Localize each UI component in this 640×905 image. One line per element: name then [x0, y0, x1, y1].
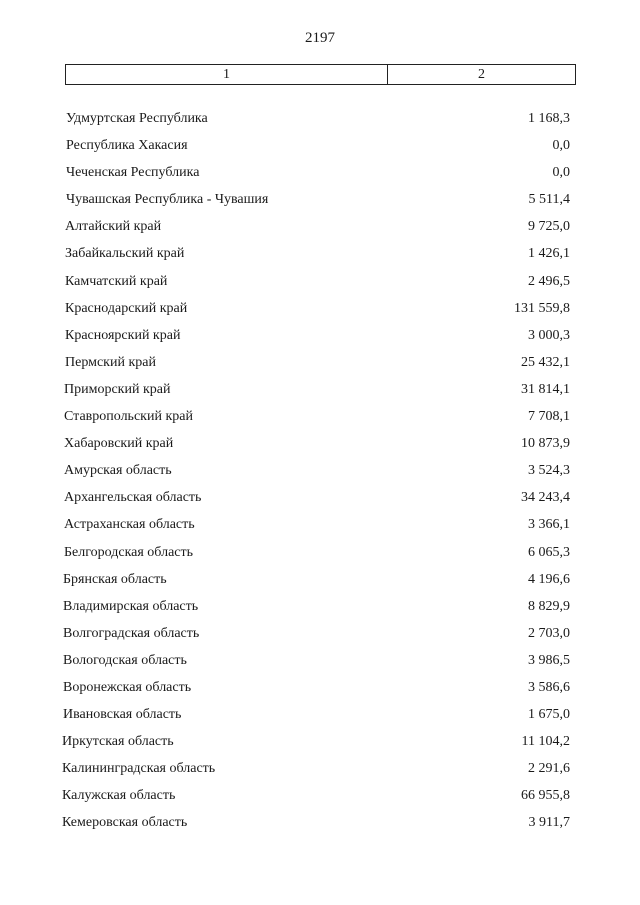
region-value: 131 559,8: [514, 300, 570, 316]
table-row: [0, 540, 640, 567]
region-name: Республика Хакасия: [66, 138, 188, 154]
region-name: Забайкальский край: [65, 246, 185, 262]
table-row: [0, 458, 640, 485]
region-name: Вологодская область: [63, 652, 187, 668]
region-value: 1 426,1: [528, 246, 570, 262]
region-value: 10 873,9: [521, 436, 570, 452]
region-value: 11 104,2: [521, 734, 570, 750]
region-value: 3 986,5: [528, 652, 570, 668]
region-name: Ивановская область: [63, 707, 182, 723]
data-table-body: [0, 106, 640, 838]
region-value: 8 829,9: [528, 598, 570, 614]
table-row: [0, 241, 640, 268]
region-name: Амурская область: [64, 463, 172, 479]
region-name: Белгородская область: [64, 544, 194, 560]
table-row: [0, 621, 640, 648]
table-row: [0, 404, 640, 431]
table-row: [0, 702, 640, 729]
region-value: 3 524,3: [528, 463, 570, 479]
region-value: 2 291,6: [528, 761, 570, 777]
region-value: 6 065,3: [528, 544, 570, 560]
region-name: Чувашская Республика - Чувашия: [66, 192, 269, 208]
region-value: 31 814,1: [521, 381, 570, 397]
table-row: [0, 675, 640, 702]
region-value: 2 496,5: [528, 273, 570, 289]
region-value: 3 000,3: [528, 327, 570, 343]
table-row: [0, 323, 640, 350]
region-value: 7 708,1: [528, 409, 570, 425]
region-name: Волгоградская область: [63, 625, 200, 641]
region-name: Ставропольский край: [64, 409, 193, 425]
region-value: 25 432,1: [521, 354, 570, 370]
region-value: 0,0: [552, 165, 570, 181]
region-value: 66 955,8: [521, 788, 570, 804]
region-value: 4 196,6: [528, 571, 570, 587]
table-row: [0, 269, 640, 296]
region-name: Удмуртская Республика: [66, 111, 208, 126]
region-name: Архангельская область: [64, 490, 202, 506]
region-name: Приморский край: [64, 381, 171, 397]
table-row: [0, 133, 640, 160]
region-value: 3 911,7: [528, 815, 570, 831]
region-name: Воронежская область: [63, 679, 192, 695]
table-row: [0, 431, 640, 458]
table-row: [0, 214, 640, 241]
column-header-1: 1: [66, 65, 388, 84]
region-name: Астраханская область: [64, 517, 195, 533]
region-value: 0,0: [552, 138, 570, 154]
region-value: 1 168,3: [528, 111, 570, 126]
table-row: [0, 729, 640, 756]
region-name: Камчатский край: [65, 273, 168, 289]
table-row: [0, 377, 640, 404]
table-row: [0, 594, 640, 621]
table-row: [0, 106, 640, 133]
region-name: Иркутская область: [62, 734, 174, 750]
table-row: [0, 187, 640, 214]
table-header: [65, 64, 576, 85]
region-name: Калининградская область: [62, 761, 216, 777]
table-row: [0, 783, 640, 810]
region-name: Красноярский край: [65, 327, 181, 343]
region-name: Чеченская Республика: [66, 165, 200, 181]
table-row: [0, 756, 640, 783]
region-name: Алтайский край: [65, 219, 162, 235]
table-row: [0, 810, 640, 837]
column-header-2: 2: [478, 66, 485, 82]
region-value: 34 243,4: [521, 490, 570, 506]
region-name: Брянская область: [63, 571, 167, 587]
table-row: [0, 648, 640, 675]
region-name: Владимирская область: [63, 598, 199, 614]
table-row: [0, 160, 640, 187]
region-name: Калужская область: [62, 788, 176, 804]
table-row: [0, 296, 640, 323]
region-value: 2 703,0: [528, 625, 570, 641]
region-name: Кемеровская область: [62, 815, 188, 831]
table-row: [0, 567, 640, 594]
table-row: [0, 512, 640, 539]
region-name: Краснодарский край: [65, 300, 188, 316]
region-name: Хабаровский край: [64, 436, 174, 452]
region-name: Пермский край: [65, 354, 156, 370]
region-value: 3 586,6: [528, 679, 570, 695]
region-value: 5 511,4: [528, 192, 570, 208]
table-row: [0, 350, 640, 377]
table-row: [0, 485, 640, 512]
region-value: 1 675,0: [528, 707, 570, 723]
page-number: 2197: [305, 30, 335, 46]
region-value: 3 366,1: [528, 517, 570, 533]
region-value: 9 725,0: [528, 219, 570, 235]
